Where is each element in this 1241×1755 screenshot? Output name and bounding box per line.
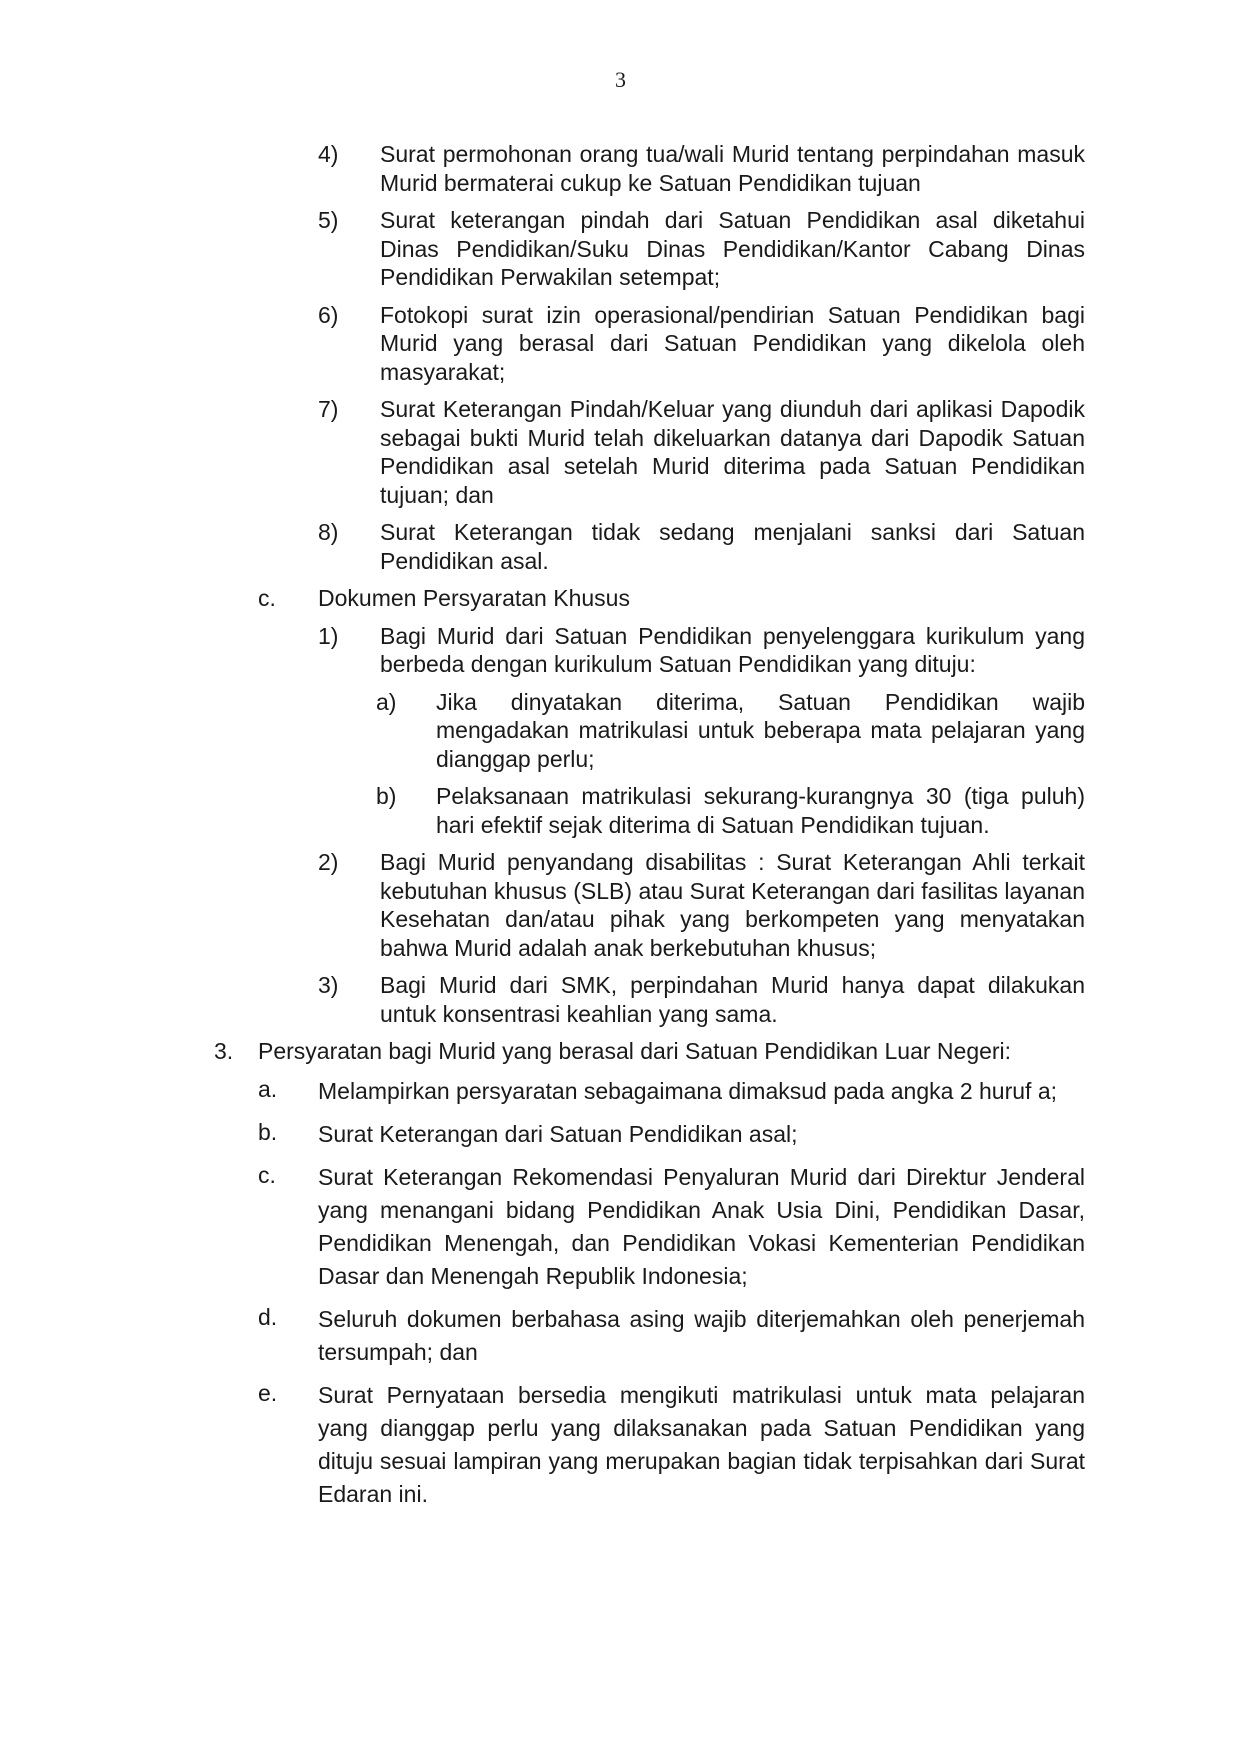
list-text: Pelaksanaan matrikulasi sekurang-kurangnya 30 (tiga puluh) hari efektif sejak diterima di Satuan Pendidikan tujuan.: [436, 783, 1085, 838]
list-text: Fotokopi surat izin operasional/pendirian Satuan Pendidikan bagi Murid yang berasal dari Satuan Pendidikan yang dikelola oleh masyarakat;: [380, 301, 1085, 385]
list-item: [0, 1075, 1241, 1108]
sub-list-item: [0, 782, 1241, 839]
sub-list-item: [0, 688, 1241, 774]
list-text: Surat keterangan pindah dari Satuan Pendidikan asal diketahui Dinas Pendidikan/Suku Dinas Pendidikan/Kantor Cabang Dinas Pendidikan Perwakilan setempat;: [380, 207, 1085, 290]
list-item: [0, 1303, 1241, 1369]
list-text: Surat Keterangan Pindah/Keluar yang diunduh dari aplikasi Dapodik sebagai bukti Murid telah dikeluarkan datanya dari Dapodik Satuan Pendidikan asal setelah Murid diterima pada Satuan Pendidikan tujuan; dan: [380, 396, 1085, 508]
list-item: [0, 206, 1241, 292]
section-3-heading: [0, 1037, 1241, 1066]
list-text: Surat Keterangan tidak sedang menjalani sanksi dari Satuan Pendidikan asal.: [380, 519, 1085, 574]
list-item: [0, 518, 1241, 575]
section-marker: c.: [258, 585, 276, 611]
list-marker: b): [376, 783, 397, 809]
list-text: Seluruh dokumen berbahasa asing wajib diterjemahkan oleh penerjemah tersumpah; dan: [318, 1305, 1085, 1365]
list-item: [0, 301, 1241, 387]
list-marker: a.: [258, 1075, 278, 1102]
list-marker: 2): [318, 849, 339, 875]
section-c-heading: [0, 584, 1241, 613]
list-item: [0, 971, 1241, 1028]
list-text: Bagi Murid dari Satuan Pendidikan penyelenggara kurikulum yang berbeda dengan kurikulum Satuan Pendidikan yang dituju:: [380, 622, 1085, 677]
list-item: [0, 622, 1241, 679]
list-text: Bagi Murid dari SMK, perpindahan Murid hanya dapat dilakukan untuk konsentrasi keahlian yang sama.: [380, 972, 1085, 1027]
list-text: Surat Keterangan dari Satuan Pendidikan asal;: [318, 1120, 798, 1147]
list-text: Bagi Murid penyandang disabilitas : Surat Keterangan Ahli terkait kebutuhan khusus (SLB) atau Surat Keterangan dari fasilitas layanan Kesehatan dan/atau pihak yang berkompeten yang menyatakan bahwa Murid adalah anak berkebutuhan khusus;: [380, 849, 1085, 961]
list-marker: 1): [318, 622, 339, 649]
list-text: Jika dinyatakan diterima, Satuan Pendidikan wajib mengadakan matrikulasi untuk beberapa mata pelajaran yang dianggap perlu;: [436, 688, 1085, 772]
list-marker: a): [376, 688, 397, 715]
page-number: 3: [615, 67, 626, 92]
list-marker: 8): [318, 519, 339, 545]
section-title: Persyaratan bagi Murid yang berasal dari Satuan Pendidikan Luar Negeri:: [258, 1038, 1012, 1064]
list-text: Melampirkan persyaratan sebagaimana dimaksud pada angka 2 huruf a;: [318, 1077, 1057, 1104]
list-marker: b.: [258, 1118, 278, 1145]
list-marker: 3): [318, 972, 339, 998]
list-item: [0, 1118, 1241, 1151]
list-text: Surat Keterangan Rekomendasi Penyaluran Murid dari Direktur Jenderal yang menangani bidang Pendidikan Anak Usia Dini, Pendidikan Dasar, Pendidikan Menengah, dan Pendidikan Vokasi Kementerian Pendidikan Dasar dan Menengah Republik Indonesia;: [318, 1163, 1085, 1289]
list-text: Surat Pernyataan bersedia mengikuti matrikulasi untuk mata pelajaran yang dianggap perlu yang dilaksanakan pada Satuan Pendidikan yang dituju sesuai lampiran yang merupakan bagian tidak terpisahkan dari Surat Edaran ini.: [318, 1381, 1085, 1507]
list-item: [0, 395, 1241, 509]
list-marker: 5): [318, 207, 339, 233]
list-item: [0, 1161, 1241, 1293]
list-marker: 6): [318, 301, 339, 328]
section-marker: 3.: [214, 1038, 234, 1064]
list-marker: c.: [258, 1161, 276, 1188]
section-title: Dokumen Persyaratan Khusus: [318, 585, 630, 611]
list-marker: e.: [258, 1379, 278, 1406]
document-body: [0, 140, 1241, 1521]
list-marker: 4): [318, 141, 339, 167]
list-marker: 7): [318, 396, 339, 422]
list-text: Surat permohonan orang tua/wali Murid tentang perpindahan masuk Murid bermaterai cukup ke Satuan Pendidikan tujuan: [380, 141, 1085, 196]
list-item: [0, 140, 1241, 197]
list-item: [0, 848, 1241, 962]
list-marker: d.: [258, 1303, 278, 1330]
list-item: [0, 1379, 1241, 1511]
